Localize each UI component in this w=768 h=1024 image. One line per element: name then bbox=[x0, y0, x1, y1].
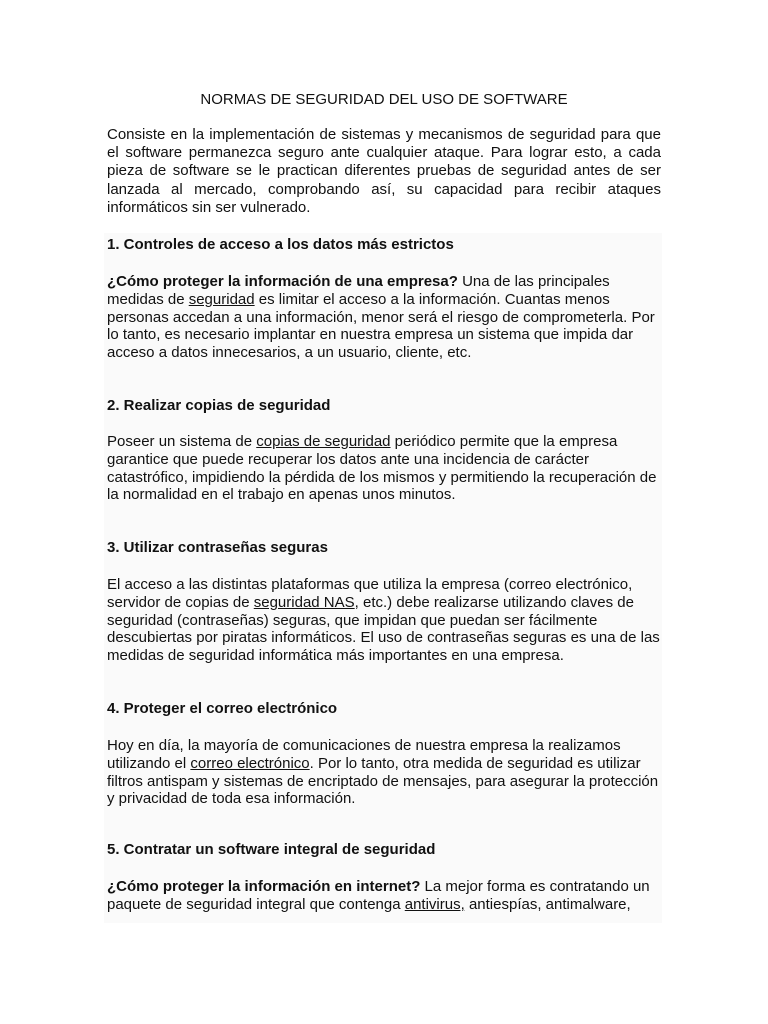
section-4-link-correo[interactable]: correo electrónico bbox=[190, 754, 310, 772]
section-4-text-b: . Por lo tanto, otra medida de seguridad es utilizar filtros antispam y sistemas de encriptado de mensajes, para asegurar la protección y privacidad de toda esa información. bbox=[107, 754, 659, 808]
section-4-text-a: Hoy en día, la mayoría de comunicaciones de nuestra empresa la realizamos utilizando el bbox=[107, 737, 621, 772]
section-5-heading: 5. Contratar un software integral de seguridad bbox=[107, 841, 436, 858]
section-1-heading: 1. Controles de acceso a los datos más estrictos bbox=[107, 236, 454, 253]
section-4-heading: 4. Proteger el correo electrónico bbox=[107, 700, 338, 717]
section-2-text-a: Poseer un sistema de bbox=[107, 433, 257, 450]
section-3-heading: 3. Utilizar contraseñas seguras bbox=[107, 539, 328, 556]
section-4-paragraph bbox=[107, 737, 663, 808]
section-1-text-a: Una de las principales medidas de bbox=[107, 273, 610, 308]
section-3-link-nas[interactable]: seguridad NAS bbox=[253, 593, 355, 611]
section-1-lead: ¿Cómo proteger la información de una empresa? bbox=[107, 273, 458, 290]
section-5-lead: ¿Cómo proteger la información en internet? bbox=[107, 878, 421, 895]
section-3-paragraph bbox=[107, 576, 663, 665]
section-1-paragraph bbox=[107, 273, 663, 362]
section-5-link-antivirus[interactable]: antivirus, bbox=[404, 895, 465, 913]
section-2-heading: 2. Realizar copias de seguridad bbox=[107, 397, 331, 414]
intro-paragraph: Consiste en la implementación de sistemas y mecanismos de seguridad para que el software permanezca seguro ante cualquier ataque. Para lograr esto, a cada pieza de software se le practican diferentes pruebas de seguridad antes de ser lanzada al mercado, comprobando así, su capacidad para recibir ataques informáticos sin ser vulnerado. bbox=[107, 126, 661, 216]
document-title: NORMAS DE SEGURIDAD DEL USO DE SOFTWARE bbox=[200, 91, 568, 108]
section-2-paragraph bbox=[107, 433, 663, 504]
section-1-text-b: es limitar el acceso a la información. Cuantas menos personas accedan a una información, menor será el riesgo de comprometerla. Por lo tanto, es necesario implantar en nuestra empresa un sistema que impida dar acceso a datos innecesarios, a un usuario, cliente, etc. bbox=[107, 290, 655, 362]
section-2-link-copias[interactable]: copias de seguridad bbox=[256, 433, 391, 450]
section-5-text-a: La mejor forma es contratando un paquete de seguridad integral que contenga bbox=[107, 878, 650, 913]
section-3-text-a: El acceso a las distintas plataformas que utiliza la empresa (correo electrónico, servidor de copias de bbox=[107, 576, 633, 611]
section-5-paragraph bbox=[107, 878, 663, 914]
section-5-text-b: antiespías, antimalware, bbox=[464, 895, 631, 913]
section-2-text-b: periódico permite que la empresa garantice que puede recuperar los datos ante una incidencia de carácter catastrófico, impidiendo la pérdida de los mismos y permitiendo la recuperación de la normalidad en el trabajo en apenas unos minutos. bbox=[107, 433, 657, 504]
section-1-link-seguridad[interactable]: seguridad bbox=[188, 290, 255, 308]
section-3-text-b: , etc.) debe realizarse utilizando claves de seguridad (contraseñas) seguras, que impidan que puedan ser fácilmente descubiertas por piratas informáticos. El uso de contraseñas seguras es una de las medidas de seguridad informática más importantes en una empresa. bbox=[107, 593, 660, 665]
